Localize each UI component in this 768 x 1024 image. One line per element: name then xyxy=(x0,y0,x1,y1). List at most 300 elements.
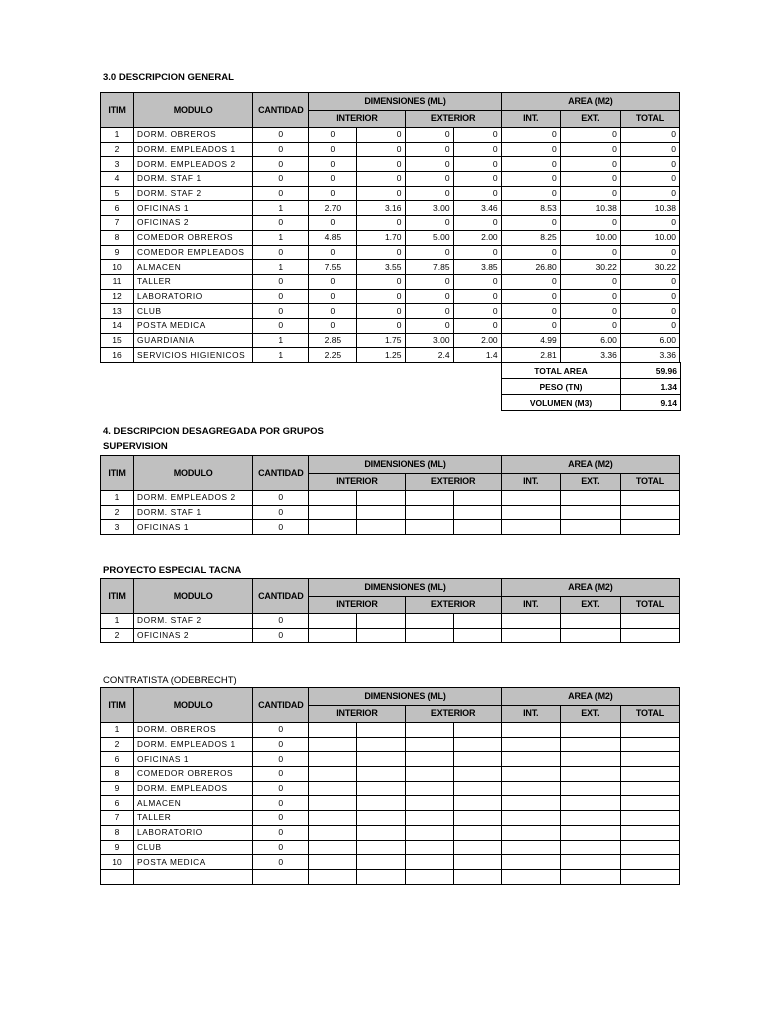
table-cell: 0 xyxy=(560,172,620,187)
table-cell: 0 xyxy=(453,216,501,231)
table-cell: 0 xyxy=(501,289,560,304)
table-cell: 0 xyxy=(453,289,501,304)
table-cell xyxy=(560,723,620,738)
table-cell: 5.00 xyxy=(405,230,453,245)
table-cell: 0 xyxy=(253,781,309,796)
table-cell xyxy=(620,811,679,826)
table-row xyxy=(101,186,680,201)
table-cell xyxy=(560,614,620,629)
table-cell xyxy=(309,855,357,870)
total-header: TOTAL xyxy=(620,473,679,491)
table-cell: 2.4 xyxy=(405,348,453,363)
table-cell: 1 xyxy=(101,128,134,143)
table-cell: 0 xyxy=(309,186,357,201)
table-cell: 0 xyxy=(253,628,309,643)
table-cell: 1 xyxy=(253,201,309,216)
table-cell: 10 xyxy=(101,260,134,275)
table-cell: 0 xyxy=(253,289,309,304)
table-cell: 8 xyxy=(101,825,134,840)
table-cell: 0 xyxy=(309,216,357,231)
itim-header: ITIM xyxy=(101,93,134,128)
table-row xyxy=(101,289,680,304)
table-cell: 0 xyxy=(405,304,453,319)
table-row xyxy=(101,304,680,319)
table-cell: 0 xyxy=(253,796,309,811)
table-cell xyxy=(405,737,453,752)
table-cell xyxy=(405,825,453,840)
area-header: AREA (M2) xyxy=(501,688,679,706)
table-cell: 0 xyxy=(253,723,309,738)
table-cell xyxy=(309,491,357,506)
table-cell: 26.80 xyxy=(501,260,560,275)
table-cell: 7 xyxy=(101,811,134,826)
table-cell: 0 xyxy=(405,142,453,157)
table-cell: 0 xyxy=(620,245,679,260)
ext-header: EXT. xyxy=(560,596,620,614)
table-cell: 0 xyxy=(501,128,560,143)
table-cell: DORM. EMPLEADOS 1 xyxy=(134,737,253,752)
table-cell: 0 xyxy=(560,216,620,231)
interior-header: INTERIOR xyxy=(309,596,405,614)
table-row xyxy=(101,201,680,216)
table-cell: 4.99 xyxy=(501,333,560,348)
table-cell: 0 xyxy=(405,245,453,260)
table-cell: 7 xyxy=(101,216,134,231)
table-cell: 0 xyxy=(560,157,620,172)
table-cell xyxy=(501,869,560,884)
table-cell xyxy=(309,505,357,520)
table-cell: OFICINAS 1 xyxy=(134,201,253,216)
table-cell: 0 xyxy=(253,520,309,535)
table-cell: 0 xyxy=(253,142,309,157)
table-cell xyxy=(405,628,453,643)
table-cell: 0 xyxy=(405,216,453,231)
totals-value: 1.34 xyxy=(621,379,681,395)
table-row xyxy=(101,333,680,348)
table-row xyxy=(101,142,680,157)
table-cell xyxy=(405,869,453,884)
table-cell: 10.00 xyxy=(620,230,679,245)
table-cell: POSTA MEDICA xyxy=(134,318,253,333)
section2-subtitle: SUPERVISION xyxy=(103,441,168,452)
table-cell: 0 xyxy=(620,318,679,333)
table-cell: 14 xyxy=(101,318,134,333)
table-cell: 0 xyxy=(405,157,453,172)
table-cell: 2 xyxy=(101,628,134,643)
table-cell: 1 xyxy=(101,491,134,506)
table-row xyxy=(101,855,680,870)
table-cell: 0 xyxy=(309,157,357,172)
table-cell: 1 xyxy=(101,614,134,629)
table-cell xyxy=(357,840,405,855)
int-header: INT. xyxy=(501,110,560,128)
table-cell xyxy=(453,505,501,520)
table-cell: 3 xyxy=(101,520,134,535)
table-cell: 0 xyxy=(253,825,309,840)
cantidad-header: CANTIDAD xyxy=(253,579,309,614)
table-cell: 0 xyxy=(309,128,357,143)
table-cell: 0 xyxy=(253,752,309,767)
table-cell: 0 xyxy=(560,289,620,304)
table-cell: 0 xyxy=(309,172,357,187)
table-cell xyxy=(620,767,679,782)
table-cell: 0 xyxy=(620,172,679,187)
table-cell: 0 xyxy=(405,172,453,187)
table-cell: 1.75 xyxy=(357,333,405,348)
table-cell xyxy=(357,520,405,535)
table-cell xyxy=(560,505,620,520)
table-cell: 0 xyxy=(620,142,679,157)
general-description-table xyxy=(100,92,680,363)
table-cell: 0 xyxy=(309,142,357,157)
table-cell: 0 xyxy=(620,304,679,319)
table-cell: 0 xyxy=(357,245,405,260)
table-cell: 0 xyxy=(620,157,679,172)
table-cell xyxy=(560,737,620,752)
table-cell: 1 xyxy=(253,333,309,348)
table-cell xyxy=(309,869,357,884)
total-header: TOTAL xyxy=(620,596,679,614)
table-cell xyxy=(309,825,357,840)
table-cell: 5 xyxy=(101,186,134,201)
table-cell: 0 xyxy=(309,318,357,333)
table-cell: 9 xyxy=(101,781,134,796)
table-cell: OFICINAS 1 xyxy=(134,752,253,767)
table-cell: 0 xyxy=(501,245,560,260)
table-cell xyxy=(453,869,501,884)
exterior-header: EXTERIOR xyxy=(405,110,501,128)
table-cell: 2.70 xyxy=(309,201,357,216)
table-cell xyxy=(357,505,405,520)
table-cell: 0 xyxy=(560,245,620,260)
table-cell xyxy=(357,781,405,796)
table-cell xyxy=(620,869,679,884)
table-cell: 0 xyxy=(501,304,560,319)
table-cell: 6 xyxy=(101,796,134,811)
table-cell: 0 xyxy=(453,128,501,143)
totals-label: PESO (TN) xyxy=(502,379,621,395)
table-cell: 8.25 xyxy=(501,230,560,245)
table-cell: 1 xyxy=(253,230,309,245)
table-row xyxy=(101,274,680,289)
table-cell: GUARDIANIA xyxy=(134,333,253,348)
table-cell: 1 xyxy=(253,348,309,363)
table-cell: CLUB xyxy=(134,840,253,855)
table-row xyxy=(101,216,680,231)
table-cell: 0 xyxy=(453,304,501,319)
table-cell: 0 xyxy=(453,157,501,172)
totals-row xyxy=(502,395,681,411)
totals-table xyxy=(501,362,681,411)
table-row xyxy=(101,172,680,187)
table-row xyxy=(101,491,680,506)
table-cell: 0 xyxy=(501,172,560,187)
table-cell xyxy=(405,840,453,855)
table-cell: 3.55 xyxy=(357,260,405,275)
table-cell: ALMACEN xyxy=(134,796,253,811)
table-cell: 3.00 xyxy=(405,333,453,348)
table-cell xyxy=(405,505,453,520)
table-cell xyxy=(453,628,501,643)
totals-label: TOTAL AREA xyxy=(502,363,621,379)
table-cell xyxy=(134,869,253,884)
table-cell xyxy=(453,811,501,826)
table-cell: 0 xyxy=(253,767,309,782)
table-cell xyxy=(309,520,357,535)
table-cell xyxy=(501,855,560,870)
table-cell: 0 xyxy=(253,737,309,752)
table-row xyxy=(101,825,680,840)
table-cell xyxy=(560,855,620,870)
table-cell: 0 xyxy=(405,186,453,201)
table-cell xyxy=(620,781,679,796)
table-row xyxy=(101,245,680,260)
table-cell: 0 xyxy=(253,128,309,143)
table-cell: 0 xyxy=(501,318,560,333)
table-cell xyxy=(357,723,405,738)
table-cell xyxy=(620,628,679,643)
table-cell: 0 xyxy=(253,614,309,629)
table-cell: 0 xyxy=(405,289,453,304)
table-cell: 30.22 xyxy=(620,260,679,275)
table-cell xyxy=(309,752,357,767)
table-cell xyxy=(501,825,560,840)
table-cell xyxy=(501,628,560,643)
contratista-table xyxy=(100,687,680,885)
table-cell: 6 xyxy=(101,201,134,216)
table-cell xyxy=(357,796,405,811)
table-cell: TALLER xyxy=(134,274,253,289)
section1-title: 3.0 DESCRIPCION GENERAL xyxy=(103,72,234,83)
table-cell: 1.70 xyxy=(357,230,405,245)
table-cell: 0 xyxy=(560,274,620,289)
dimensiones-header: DIMENSIONES (ML) xyxy=(309,456,501,474)
table-cell: DORM. EMPLEADOS 2 xyxy=(134,491,253,506)
section3-title: PROYECTO ESPECIAL TACNA xyxy=(103,565,242,576)
table-cell: 0 xyxy=(453,142,501,157)
table-cell: 0 xyxy=(253,274,309,289)
cantidad-header: CANTIDAD xyxy=(253,688,309,723)
table-cell: 0 xyxy=(253,840,309,855)
table-row xyxy=(101,781,680,796)
table-cell xyxy=(560,491,620,506)
table-cell xyxy=(620,491,679,506)
area-header: AREA (M2) xyxy=(501,579,679,597)
itim-header: ITIM xyxy=(101,579,134,614)
table-cell xyxy=(357,614,405,629)
header-row xyxy=(101,688,680,706)
modulo-header: MODULO xyxy=(134,688,253,723)
table-cell xyxy=(560,869,620,884)
table-cell: SERVICIOS HIGIENICOS xyxy=(134,348,253,363)
table-cell xyxy=(560,811,620,826)
table-cell: 0 xyxy=(357,186,405,201)
table-cell: 2.85 xyxy=(309,333,357,348)
table-cell: 4 xyxy=(101,172,134,187)
table-row xyxy=(101,260,680,275)
table-cell: 0 xyxy=(620,186,679,201)
table-cell xyxy=(501,752,560,767)
table-cell xyxy=(560,825,620,840)
header-row xyxy=(101,579,680,597)
table-cell xyxy=(309,796,357,811)
table-cell xyxy=(501,840,560,855)
table-cell xyxy=(453,737,501,752)
table-cell: 0 xyxy=(357,289,405,304)
table-cell: 1 xyxy=(101,723,134,738)
ext-header: EXT. xyxy=(560,473,620,491)
table-cell: 10.38 xyxy=(560,201,620,216)
header-row xyxy=(101,456,680,474)
totals-value: 9.14 xyxy=(621,395,681,411)
table-cell: 0 xyxy=(253,318,309,333)
area-header: AREA (M2) xyxy=(501,456,679,474)
table-cell: 3.36 xyxy=(620,348,679,363)
table-cell: 0 xyxy=(620,128,679,143)
table-cell: LABORATORIO xyxy=(134,825,253,840)
table-cell: COMEDOR EMPLEADOS xyxy=(134,245,253,260)
table-cell: 0 xyxy=(405,128,453,143)
table-cell: 0 xyxy=(620,274,679,289)
table-cell: 0 xyxy=(357,318,405,333)
table-cell: 0 xyxy=(253,157,309,172)
table-cell: 6 xyxy=(101,752,134,767)
table-row xyxy=(101,505,680,520)
table-cell: 2 xyxy=(101,737,134,752)
section4-title: CONTRATISTA (ODEBRECHT) xyxy=(103,675,237,686)
interior-header: INTERIOR xyxy=(309,705,405,723)
table-cell xyxy=(405,520,453,535)
table-cell: TALLER xyxy=(134,811,253,826)
table-cell: DORM. STAF 2 xyxy=(134,614,253,629)
table-cell: 0 xyxy=(453,172,501,187)
supervision-table xyxy=(100,455,680,535)
table-cell: 0 xyxy=(453,318,501,333)
total-header: TOTAL xyxy=(620,110,679,128)
table-cell xyxy=(309,737,357,752)
table-cell: 8 xyxy=(101,767,134,782)
table-cell: 0 xyxy=(253,304,309,319)
table-cell xyxy=(405,796,453,811)
table-cell: OFICINAS 1 xyxy=(134,520,253,535)
table-row xyxy=(101,869,680,884)
section2-title: 4. DESCRIPCION DESAGREGADA POR GRUPOS xyxy=(103,426,324,437)
table-row xyxy=(101,723,680,738)
table-row xyxy=(101,614,680,629)
table-cell: 3 xyxy=(101,157,134,172)
table-cell: OFICINAS 2 xyxy=(134,216,253,231)
table-cell: 0 xyxy=(405,274,453,289)
table-cell: 3.36 xyxy=(560,348,620,363)
table-cell: 30.22 xyxy=(560,260,620,275)
table-cell xyxy=(453,614,501,629)
table-cell: 0 xyxy=(253,186,309,201)
table-cell xyxy=(501,781,560,796)
table-cell: 0 xyxy=(357,304,405,319)
table-cell: 0 xyxy=(501,274,560,289)
proyecto-tacna-table xyxy=(100,578,680,643)
dimensiones-header: DIMENSIONES (ML) xyxy=(309,688,501,706)
table-row xyxy=(101,796,680,811)
table-cell: 0 xyxy=(253,491,309,506)
exterior-header: EXTERIOR xyxy=(405,473,501,491)
table-cell: 3.00 xyxy=(405,201,453,216)
int-header: INT. xyxy=(501,473,560,491)
itim-header: ITIM xyxy=(101,456,134,491)
table-cell: 0 xyxy=(620,216,679,231)
table-cell xyxy=(501,767,560,782)
table-cell: 0 xyxy=(560,142,620,157)
table-cell xyxy=(620,520,679,535)
table-cell xyxy=(560,781,620,796)
table-cell: DORM. OBREROS xyxy=(134,128,253,143)
table-cell: 0 xyxy=(309,289,357,304)
table-cell xyxy=(253,869,309,884)
itim-header: ITIM xyxy=(101,688,134,723)
table-cell xyxy=(501,796,560,811)
dimensiones-header: DIMENSIONES (ML) xyxy=(309,579,501,597)
table-cell: DORM. EMPLEADOS xyxy=(134,781,253,796)
table-cell xyxy=(560,628,620,643)
table-cell xyxy=(101,869,134,884)
table-cell: 0 xyxy=(357,216,405,231)
totals-label: VOLUMEN (M3) xyxy=(502,395,621,411)
table-cell xyxy=(405,614,453,629)
cantidad-header: CANTIDAD xyxy=(253,456,309,491)
modulo-header: MODULO xyxy=(134,456,253,491)
table-cell xyxy=(620,737,679,752)
table-cell: DORM. STAF 2 xyxy=(134,186,253,201)
table-cell xyxy=(357,869,405,884)
table-cell xyxy=(501,505,560,520)
table-cell xyxy=(620,796,679,811)
table-cell xyxy=(453,723,501,738)
table-cell: 10.00 xyxy=(560,230,620,245)
table-cell: 0 xyxy=(501,157,560,172)
table-cell: 1 xyxy=(253,260,309,275)
table-cell xyxy=(309,840,357,855)
table-cell: 0 xyxy=(560,318,620,333)
table-cell xyxy=(620,840,679,855)
table-cell xyxy=(560,840,620,855)
table-row xyxy=(101,348,680,363)
table-cell xyxy=(453,767,501,782)
ext-header: EXT. xyxy=(560,110,620,128)
table-cell: 3.16 xyxy=(357,201,405,216)
table-cell: 12 xyxy=(101,289,134,304)
table-cell xyxy=(453,825,501,840)
table-cell xyxy=(309,767,357,782)
table-cell: DORM. EMPLEADOS 1 xyxy=(134,142,253,157)
table-cell: 4.85 xyxy=(309,230,357,245)
table-cell: 0 xyxy=(501,216,560,231)
header-row xyxy=(101,93,680,111)
table-cell: 2.00 xyxy=(453,230,501,245)
int-header: INT. xyxy=(501,705,560,723)
table-cell: ALMACEN xyxy=(134,260,253,275)
table-cell: 0 xyxy=(501,142,560,157)
table-cell: 0 xyxy=(253,505,309,520)
table-cell xyxy=(405,811,453,826)
totals-row xyxy=(502,379,681,395)
table-cell xyxy=(453,781,501,796)
interior-header: INTERIOR xyxy=(309,110,405,128)
table-cell xyxy=(560,796,620,811)
table-cell xyxy=(453,855,501,870)
area-header: AREA (M2) xyxy=(501,93,679,111)
table-cell: 9 xyxy=(101,245,134,260)
cantidad-header: CANTIDAD xyxy=(253,93,309,128)
